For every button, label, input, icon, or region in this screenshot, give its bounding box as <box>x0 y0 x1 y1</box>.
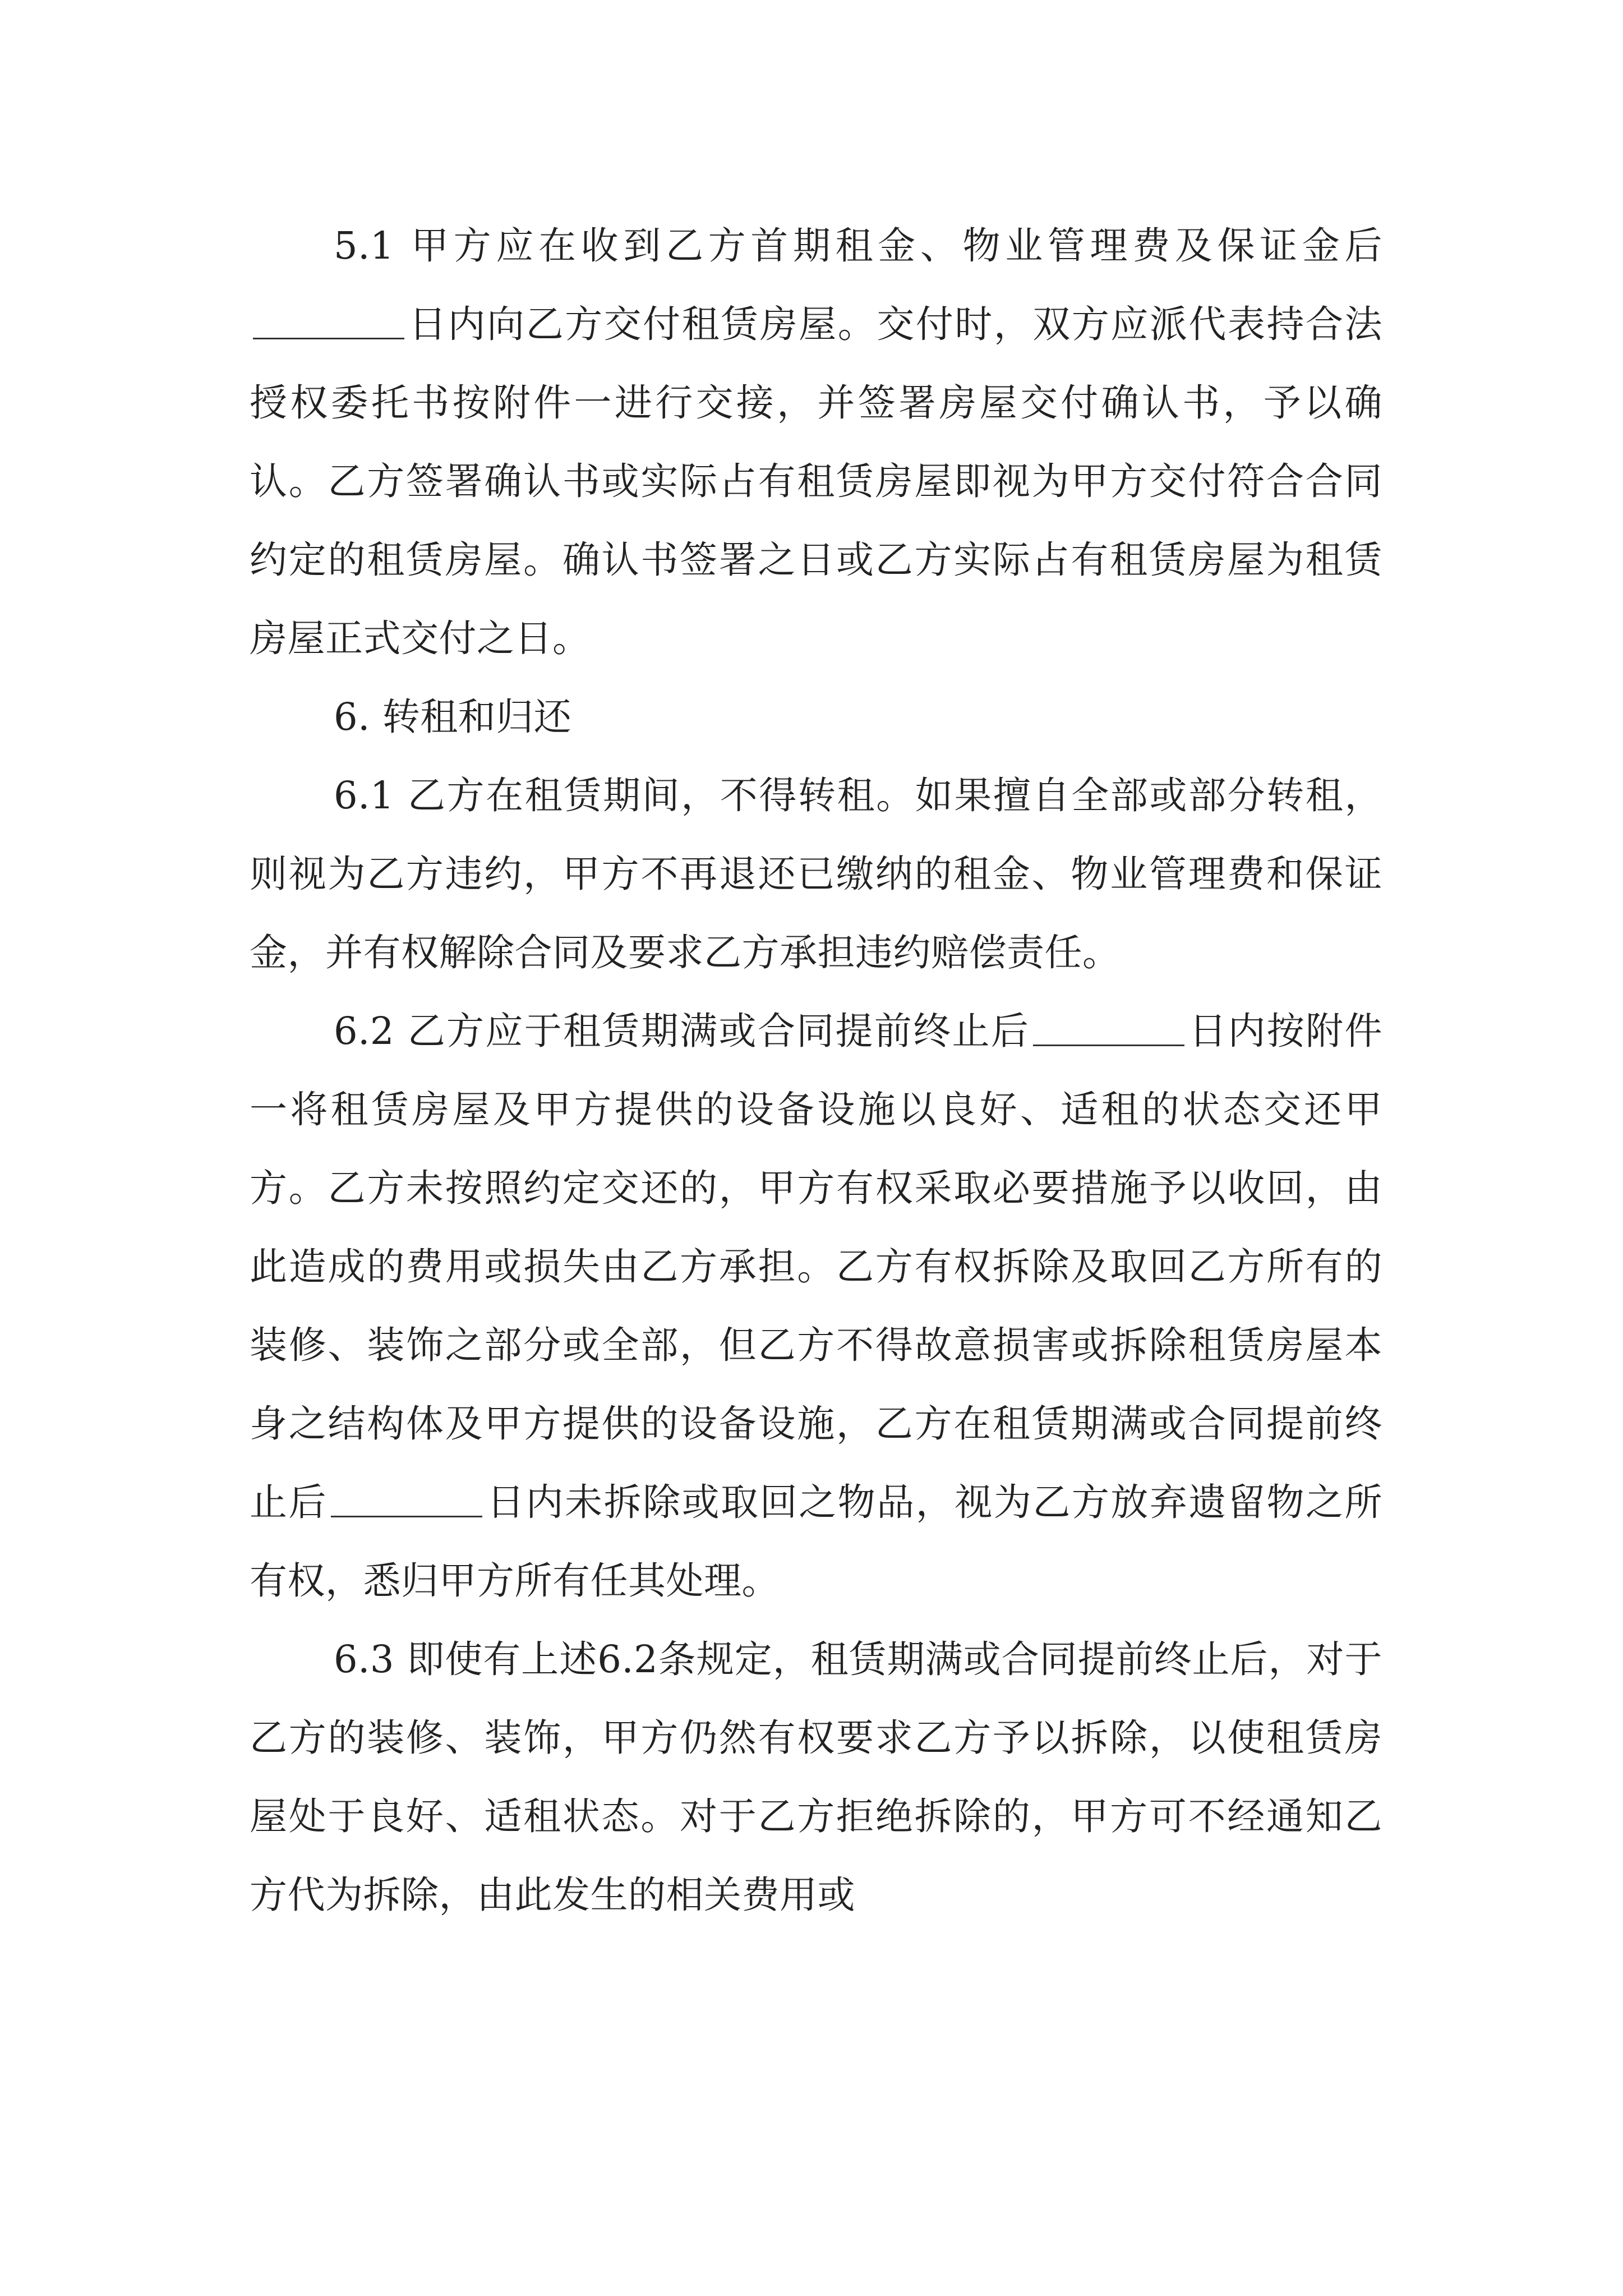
clause-5-1 <box>250 206 1382 678</box>
section-6-heading: 6. 转租和归还 <box>334 695 572 739</box>
clause-6-2-text-b: 日内按附件一将租赁房屋及甲方提供的设备设施以良好、适租的状态交还甲方。乙方未按照约定交还的，甲方有权采取必要措施予以收回，由此造成的费用或损失由乙方承担。乙方有权拆除及取回乙方所有的装修、装饰之部分或全部，但乙方不得故意损害或拆除租赁房屋本身之结构体及甲方提供的设备设施，乙方在租赁期满或合同提前终止后 <box>250 1009 1383 1524</box>
clause-6-3: 6.3 即使有上述6.2条规定，租赁期满或合同提前终止后，对于乙方的装修、装饰，甲方仍然有权要求乙方予以拆除，以使租赁房屋处于良好、适租状态。对于乙方拒绝拆除的，甲方可不经通知乙方代为拆除，由此发生的相关费用或 <box>250 1637 1382 1917</box>
clause-6-1: 6.1 乙方在租赁期间，不得转租。如果擅自全部或部分转租，则视为乙方违约，甲方不再退还已缴纳的租金、物业管理费和保证金，并有权解除合同及要求乙方承担违约赔偿责任。 <box>250 774 1382 974</box>
fill-in-blank-days <box>1033 1044 1184 1046</box>
fill-in-blank-days <box>331 1515 482 1517</box>
fill-in-blank-days <box>253 337 404 339</box>
document-body <box>250 206 1382 1934</box>
clause-5-1-text-b: 日内向乙方交付租赁房屋。交付时，双方应派代表持合法授权委托书按附件一进行交接，并签署房屋交付确认书，予以确认。乙方签署确认书或实际占有租赁房屋即视为甲方交付符合合同约定的租赁房屋。确认书签署之日或乙方实际占有租赁房屋为租赁房屋正式交付之日。 <box>250 302 1382 660</box>
clause-6-2-text-c: 日内未拆除或取回之物品，视为乙方放弃遗留物之所有权，悉归甲方所有任其处理。 <box>250 1480 1383 1603</box>
clause-6-2 <box>250 992 1382 1620</box>
clause-5-1-text-a: 5.1 甲方应在收到乙方首期租金、物业管理费及保证金后 <box>334 224 1382 268</box>
clause-6-2-text-a: 6.2 乙方应于租赁期满或合同提前终止后 <box>334 1009 1030 1053</box>
